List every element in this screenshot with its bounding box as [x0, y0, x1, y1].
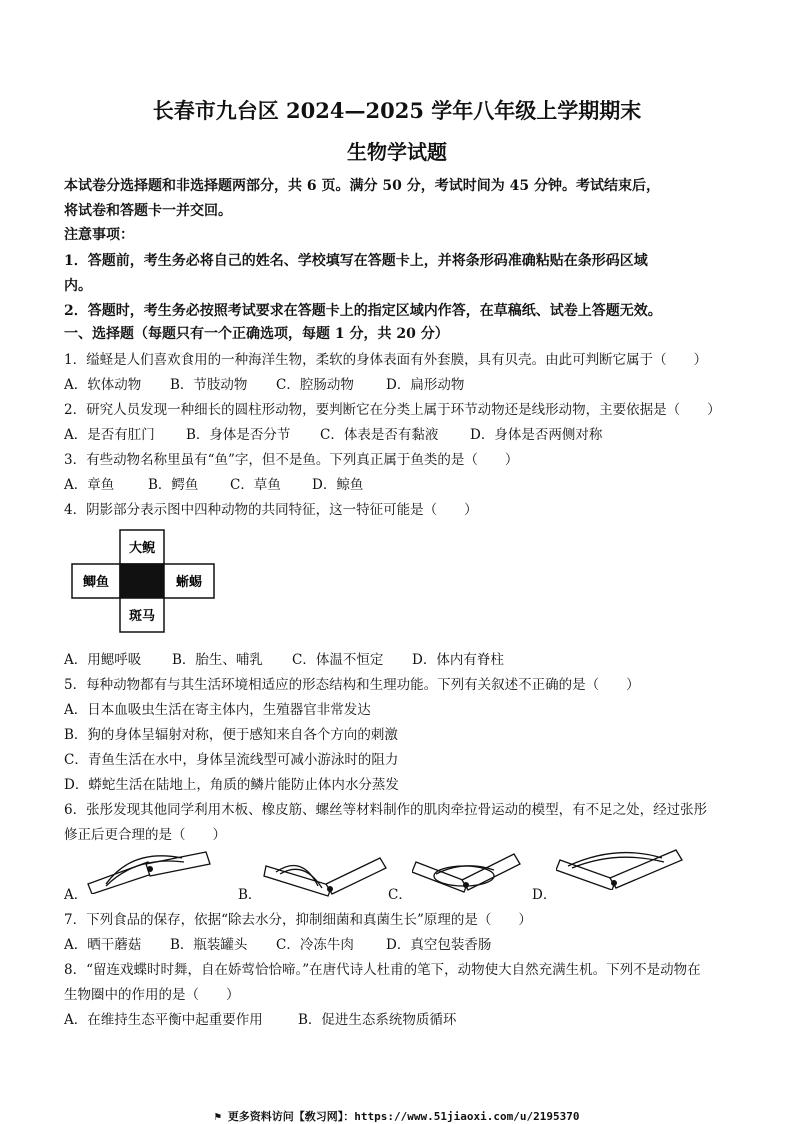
q8-stem-2: 生物圈中的作用的是（ ）	[64, 987, 240, 1003]
q7-option-c[interactable]: C．冷冻牛肉	[276, 937, 354, 953]
q8-option-b[interactable]: B．促进生态系统物质循环	[298, 1012, 457, 1028]
q6-model-a[interactable]	[86, 848, 214, 894]
q1-stem: 1．缢蛏是人们喜欢食用的一种海洋生物，柔软的身体表面有外套膜，具有贝壳。由此可判断它属于（ ）	[64, 352, 708, 368]
q4-options	[64, 648, 504, 668]
notice-1a: 1．答题前，考生务必将自己的姓名、学校填写在答题卡上，并将条形码准确粘贴在条形码区域	[64, 253, 648, 269]
q2-option-b[interactable]: B．身体是否分节	[186, 427, 291, 443]
q1-options	[64, 373, 464, 393]
diagram-label-left: 鲫鱼	[82, 575, 110, 590]
q3-stem: 3．有些动物名称里虽有“鱼”字，但不是鱼。下列真正属于鱼类的是（ ）	[64, 452, 519, 468]
q1-option-c[interactable]: C．腔肠动物	[276, 377, 354, 393]
q4-stem: 4．阴影部分表示图中四种动物的共同特征，这一特征可能是（ ）	[64, 502, 478, 518]
notice-title: 注意事项：	[64, 227, 134, 243]
q2-option-d[interactable]: D．身体是否两侧对称	[470, 427, 603, 443]
q6-option-b-label[interactable]: B．	[238, 887, 262, 903]
diagram-shaded-center	[120, 564, 164, 598]
footer-link[interactable]	[0, 1108, 794, 1124]
exam-title: 长春市九台区 2024—2025 学年八年级上学期期末	[152, 98, 642, 123]
q6-stem-2: 修正后更合理的是（ ）	[64, 827, 226, 843]
q4-cross-diagram	[70, 528, 220, 634]
q2-option-a[interactable]: A．是否有肛门	[64, 427, 155, 443]
q4-option-a[interactable]: A．用鳃呼吸	[64, 652, 142, 668]
notice-2: 2．答题时，考生务必按照考试要求在答题卡上的指定区域内作答，在草稿纸、试卷上答题无效。	[64, 303, 662, 319]
q3-option-a[interactable]: A．章鱼	[64, 477, 115, 493]
q6-model-c[interactable]	[412, 852, 522, 896]
q8-option-a[interactable]: A．在维持生态平衡中起重要作用	[64, 1012, 263, 1028]
q3-option-d[interactable]: D．鲸鱼	[312, 477, 364, 493]
q2-option-c[interactable]: C．体表是否有黏液	[320, 427, 439, 443]
q5-option-a[interactable]: A．日本血吸虫生活在寄主体内，生殖器官非常发达	[64, 702, 371, 718]
q6-model-d[interactable]	[556, 846, 686, 890]
q6-option-a-label[interactable]: A．	[64, 887, 88, 903]
q6-option-d-label[interactable]: D．	[532, 887, 557, 903]
q6-stem-1: 6．张彤发现其他同学利用木板、橡皮筋、螺丝等材料制作的肌肉牵拉骨运动的模型，有不足之处，经过张彤	[64, 802, 708, 818]
q1-option-b[interactable]: B．节肢动物	[170, 377, 248, 393]
q7-options	[64, 933, 491, 953]
q7-option-b[interactable]: B．瓶装罐头	[170, 937, 248, 953]
intro-line-2: 将试卷和答题卡一并交回。	[64, 203, 232, 219]
q5-option-b[interactable]: B．狗的身体呈辐射对称，便于感知来自各个方向的刺激	[64, 727, 398, 743]
q8-stem-1: 8．“留连戏蝶时时舞，自在娇莺恰恰啼。”在唐代诗人杜甫的笔下，动物使大自然充满生机。下列不是动物在	[64, 962, 701, 978]
q3-option-c[interactable]: C．草鱼	[230, 477, 281, 493]
section-1-heading: 一、选择题（每题只有一个正确选项，每题 1 分，共 20 分）	[64, 326, 449, 342]
q7-stem: 7．下列食品的保存，依据“除去水分，抑制细菌和真菌生长”原理的是（ ）	[64, 912, 532, 928]
q7-option-a[interactable]: A．晒干蘑菇	[64, 937, 142, 953]
diagram-label-bottom: 斑马	[128, 609, 156, 624]
notice-1b: 内。	[64, 278, 92, 294]
intro-line-1: 本试卷分选择题和非选择题两部分，共 6 页。满分 50 分，考试时间为 45 分钟。考试结束后，	[64, 178, 660, 194]
q6-model-b[interactable]	[262, 856, 392, 898]
q5-stem: 5．每种动物都有与其生活环境相适应的形态结构和生理功能。下列有关叙述不正确的是（ ）	[64, 677, 640, 693]
flag-icon: ⚑	[214, 1110, 222, 1123]
q2-options	[64, 423, 602, 443]
q6-option-c-label[interactable]: C．	[388, 887, 412, 903]
q5-option-c[interactable]: C．青鱼生活在水中，身体呈流线型可减小游泳时的阻力	[64, 752, 399, 768]
q4-option-b[interactable]: B．胎生、哺乳	[172, 652, 263, 668]
q1-option-a[interactable]: A．软体动物	[64, 377, 142, 393]
diagram-label-right: 蜥蜴	[175, 575, 203, 590]
diagram-label-top: 大鲵	[128, 541, 156, 556]
exam-subtitle: 生物学试题	[347, 140, 447, 164]
q4-option-d[interactable]: D．体内有脊柱	[412, 652, 504, 668]
q1-option-d[interactable]: D．扁形动物	[386, 377, 465, 393]
q8-options	[64, 1008, 456, 1028]
q3-options	[64, 473, 363, 493]
q3-option-b[interactable]: B．鳄鱼	[148, 477, 199, 493]
q4-option-c[interactable]: C．体温不恒定	[292, 652, 384, 668]
q2-stem: 2．研究人员发现一种细长的圆柱形动物，要判断它在分类上属于环节动物还是线形动物，主要依据是（ ）	[64, 402, 721, 418]
q7-option-d[interactable]: D．真空包装香肠	[386, 937, 492, 953]
q5-option-d[interactable]: D．蟒蛇生活在陆地上，角质的鳞片能防止体内水分蒸发	[64, 777, 399, 793]
footer-text[interactable]: 更多资料访问【敎习网】：https://www.51jiaoxi.com/u/2195370	[227, 1110, 580, 1123]
